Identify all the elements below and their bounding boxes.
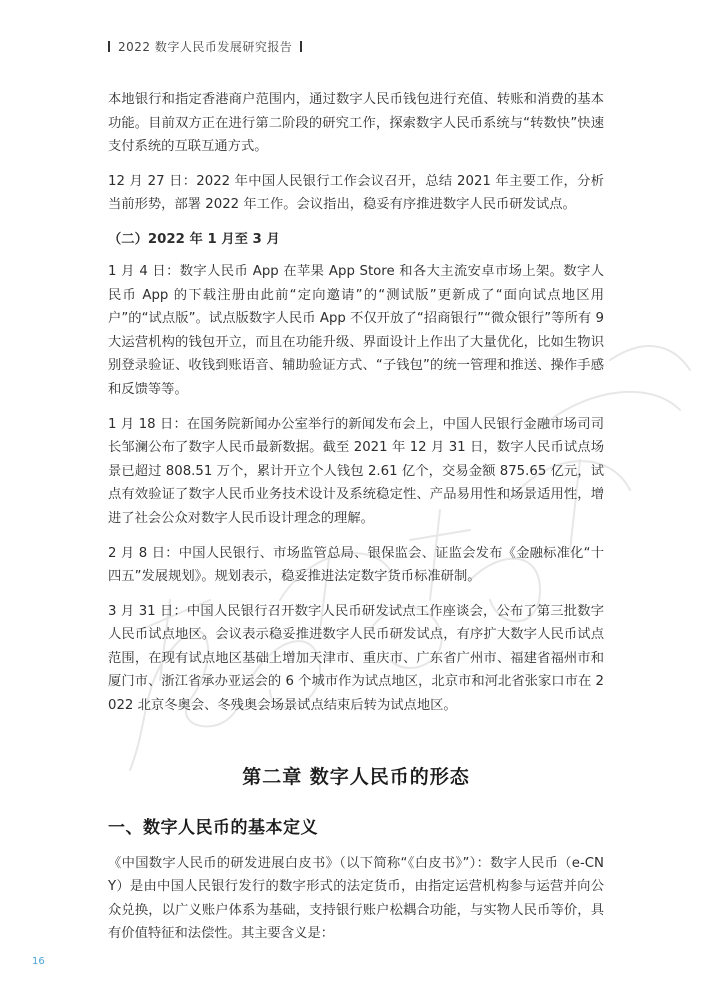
- chapter-title: 第二章 数字人民币的形态: [242, 765, 470, 788]
- running-header: [108, 38, 302, 55]
- page-body: [108, 88, 604, 957]
- subsection-heading: （二）2022 年 1 月至 3 月: [108, 231, 280, 247]
- paragraph-hk-pilot: 本地银行和指定香港商户范围内，通过数字人民币钱包进行充值、转账和消费的基本功能。目前双方正在进行第二阶段的研究工作，探索数字人民币系统与“转数快”快速支付系统的互联互通方式。: [108, 92, 604, 155]
- paragraph-feb-8: 2 月 8 日：中国人民银行、市场监管总局、银保监会、证监会发布《金融标准化“十四五”发展规划》。规划表示，稳妥推进法定数字货币标准研制。: [108, 545, 604, 585]
- section-title: 一、数字人民币的基本定义: [108, 817, 318, 838]
- header-divider-right: [300, 41, 302, 52]
- paragraph-jan-4: 1 月 4 日：数字人民币 App 在苹果 App Store 和各大主流安卓市场上架。数字人民币 App 的下载注册由此前“定向邀请”的“测试版”更新成了“面向试点地区用户”的“试点版”。试点版数字人民币 App 不仅开放了“招商银行”“微众银行”等所有 9 大运营机构的钱包开立，而且在功能升级、界面设计上作出了大量优化，比如生物识别登录验证、收钱到账语音、辅助验证方式、“子钱包”的统一管理和推送、操作手感和反馈等等。: [108, 263, 604, 397]
- header-divider-left: [108, 41, 110, 52]
- header-title: 2022 数字人民币发展研究报告: [118, 40, 293, 54]
- paragraph-definition: 《中国数字人民币的研发进展白皮书》（以下简称“《白皮书》”）：数字人民币（e-CNY）是由中国人民银行发行的数字形式的法定货币，由指定运营机构参与运营并向公众兑换，以广义账户体系为基础，支持银行账户松耦合功能，与实物人民币等价，具有价值特征和法偿性。其主要含义是：: [108, 855, 604, 942]
- paragraph-jan-18: 1 月 18 日：在国务院新闻办公室举行的新闻发布会上，中国人民银行金融市场司司长邹澜公布了数字人民币最新数据。截至 2021 年 12 月 31 日，数字人民币试点场景已超过 808.51 万个，累计开立个人钱包 2.61 亿个，交易金额 875.65 亿元，试点有效验证了数字人民币业务技术设计及系统稳定性、产品易用性和场景适用性，增进了社会公众对数字人民币设计理念的理解。: [108, 416, 604, 526]
- page-number: 16: [32, 956, 45, 967]
- paragraph-dec-27: 12 月 27 日：2022 年中国人民银行工作会议召开，总结 2021 年主要工作，分析当前形势，部署 2022 年工作。会议指出，稳妥有序推进数字人民币研发试点。: [108, 173, 604, 213]
- paragraph-mar-31: 3 月 31 日：中国人民银行召开数字人民币研发试点工作座谈会，公布了第三批数字人民币试点地区。会议表示稳妥推进数字人民币研发试点，有序扩大数字人民币试点范围，在现有试点地区基础上增加天津市、重庆市、广东省广州市、福建省福州市和厦门市、浙江省承办亚运会的 6 个城市作为试点地区，北京市和河北省张家口市在 2022 北京冬奥会、冬残奥会场景试点结束后转为试点地区。: [108, 603, 604, 714]
